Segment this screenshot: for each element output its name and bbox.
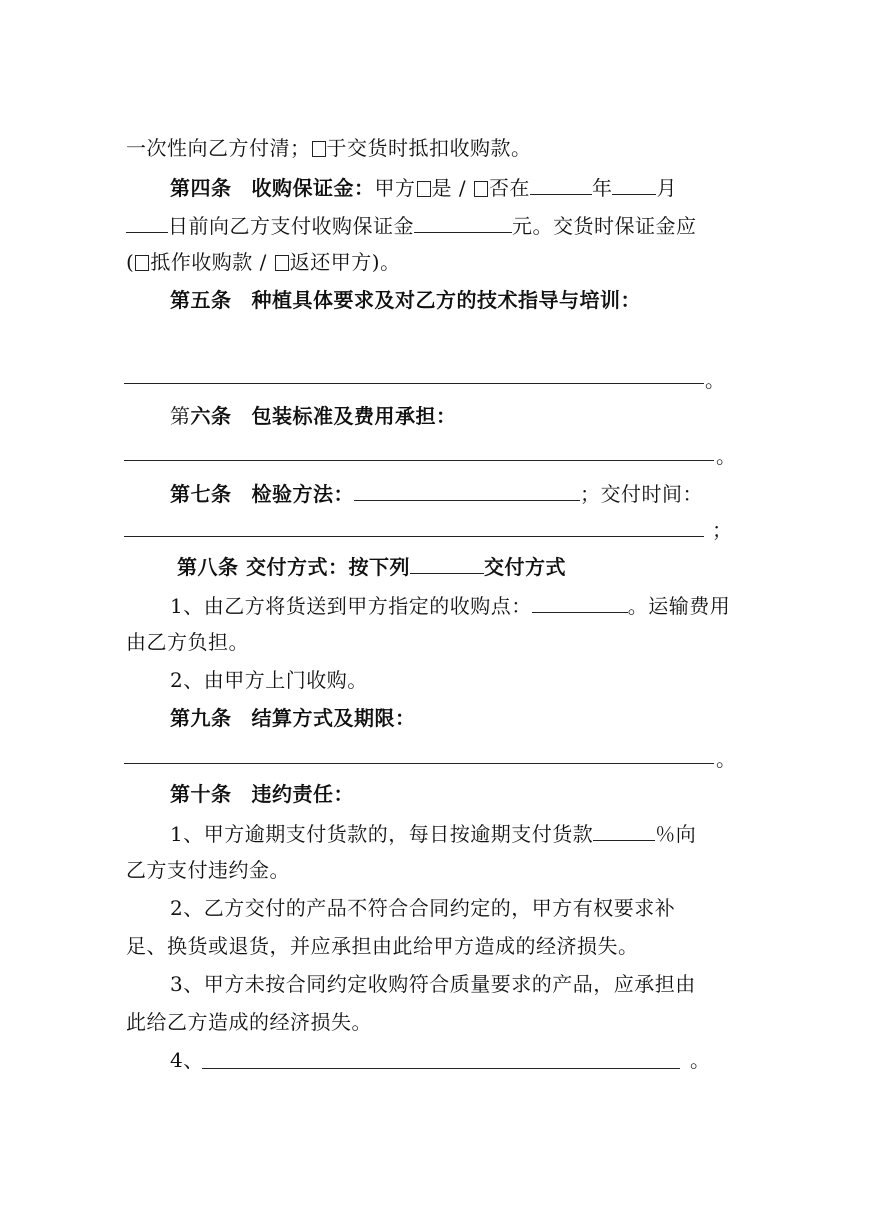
text: 否在 [488, 176, 530, 200]
article-10-item-3: 3、甲方未按合同约定收购符合质量要求的产品，应承担由 [170, 972, 696, 996]
article-6-heading-line [170, 404, 457, 428]
item-4-blank-b[interactable] [552, 1068, 680, 1069]
month-blank[interactable] [612, 174, 656, 195]
inspection-method-blank[interactable] [354, 480, 580, 501]
period: 。 [705, 368, 726, 392]
penalty-rate-blank[interactable] [593, 820, 655, 841]
text: 一次性向乙方付清； [126, 136, 311, 160]
article-10-item-3-cont: 此给乙方造成的经济损失。 [126, 1010, 372, 1034]
year-blank[interactable] [530, 174, 592, 195]
item-4-blank-a[interactable] [202, 1068, 552, 1069]
article-6-blank-b[interactable] [572, 460, 714, 461]
article-7-title: 第七条 [170, 482, 232, 506]
text: 1、由乙方将货送到甲方指定的收购点： [170, 594, 532, 618]
article-5-blank[interactable] [124, 383, 704, 384]
text: 4、 [170, 1048, 204, 1072]
article-5-heading: 种植具体要求及对乙方的技术指导与培训： [251, 288, 641, 312]
article-10-item-1 [170, 820, 696, 846]
article-8-tail: 交付方式 [483, 555, 566, 579]
settlement-blank-b[interactable] [398, 763, 714, 764]
article-10-title: 第十条 [170, 782, 232, 806]
article-5-heading-line [170, 288, 641, 312]
semicolon: ； [712, 518, 733, 542]
text: ％向 [655, 822, 697, 846]
collection-point-blank[interactable] [532, 592, 628, 613]
text: 抵作收购款 / [150, 250, 274, 274]
article-4-line-2 [126, 212, 697, 238]
text: 月 [656, 176, 677, 200]
article-6-heading: 包装标准及费用承担： [251, 404, 457, 428]
article-9-title: 第九条 [170, 706, 232, 730]
text: 年 [591, 176, 613, 200]
article-8-item-1-cont: 由乙方负担。 [126, 630, 249, 654]
period: 。 [716, 444, 737, 468]
text: ( [126, 250, 135, 274]
period: 。 [690, 1048, 711, 1072]
article-4-line-3 [126, 250, 401, 274]
article-8-item-1 [170, 592, 730, 618]
delivery-time-blank-d[interactable] [670, 536, 704, 537]
article-10-heading: 违约责任： [251, 782, 354, 806]
text: 元。交货时保证金应 [512, 214, 697, 238]
text: 甲方 [374, 176, 416, 200]
article-8-item-2: 2、由甲方上门收购。 [170, 668, 368, 692]
text: 于交货时抵扣收购款。 [326, 136, 532, 160]
article-4-title: 第四条 [170, 176, 232, 200]
article-4-heading: 收购保证金： [251, 176, 375, 200]
text: 日前向乙方支付收购保证金 [168, 214, 414, 238]
checkbox-deduct[interactable] [312, 141, 326, 157]
article-5-title: 第五条 [170, 288, 232, 312]
article-10-heading-line [170, 782, 354, 806]
text: ；交付时间： [580, 482, 703, 506]
checkbox-yes[interactable] [417, 181, 431, 197]
article-7-heading: 检验方法： [251, 482, 354, 506]
settlement-blank-a[interactable] [124, 763, 398, 764]
article-6-blank[interactable] [124, 460, 572, 461]
article-7-line [170, 480, 703, 506]
checkbox-offset[interactable] [135, 255, 149, 271]
article-10-item-2-cont: 足、换货或退货，并应承担由此给甲方造成的经济损失。 [126, 934, 639, 958]
text: 是 / [431, 176, 473, 200]
article-6-title-b: 六条 [190, 404, 232, 428]
delivery-time-blank-a[interactable] [124, 536, 246, 537]
delivery-method-blank[interactable] [410, 553, 484, 574]
delivery-time-blank-b[interactable] [246, 536, 278, 537]
article-6-title-a: 第 [170, 404, 191, 428]
delivery-time-blank-c[interactable] [278, 536, 670, 537]
deposit-amount-blank[interactable] [414, 212, 512, 233]
checkbox-no[interactable] [474, 181, 488, 197]
article-10-item-2: 2、乙方交付的产品不符合合同约定的，甲方有权要求补 [170, 896, 676, 920]
article-9-heading-line [170, 706, 416, 730]
article-10-item-1-cont: 乙方支付违约金。 [126, 858, 290, 882]
article-4-line-1 [170, 174, 677, 200]
clause-line-payment [126, 136, 532, 160]
text: 1、甲方逾期支付货款的，每日按逾期支付货款 [170, 822, 594, 846]
text: 返还甲方)。 [289, 250, 401, 274]
checkbox-refund[interactable] [275, 255, 289, 271]
article-10-item-4 [170, 1048, 204, 1072]
day-blank[interactable] [126, 212, 168, 233]
period: 。 [716, 747, 737, 771]
article-9-heading: 结算方式及期限： [251, 706, 416, 730]
article-8-heading-line [177, 553, 566, 579]
text: 。运输费用 [627, 594, 731, 618]
article-8-title: 第八条 交付方式：按下列 [177, 555, 410, 579]
